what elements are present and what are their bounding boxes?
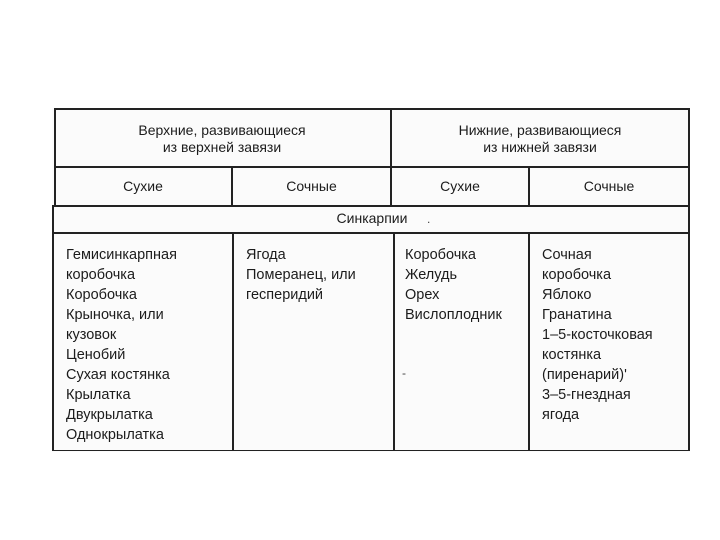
- list-item: (пиренарий)': [542, 367, 627, 383]
- list-item: Орех: [405, 287, 440, 303]
- table-border-left-lower: [52, 205, 54, 451]
- header-upper-ovary: [54, 122, 390, 156]
- table-divider-main-lower: [393, 232, 395, 450]
- scanned-table: [52, 108, 690, 452]
- list-item: коробочка: [66, 267, 136, 283]
- merged-row-syncarpy: Синкарпии: [336, 210, 408, 226]
- table-border-bottom: [54, 450, 690, 451]
- list-item: Крыночка, или: [66, 307, 164, 323]
- column-lower-juicy-list: [542, 245, 653, 425]
- list-item: Померанец, или: [246, 267, 356, 283]
- list-item: 3–5-гнездная: [542, 387, 631, 403]
- column-upper-dry-list: [66, 245, 177, 445]
- list-item: гесперидий: [246, 287, 324, 303]
- subheader-lower-dry: Сухие: [440, 178, 480, 194]
- list-item: Вислоплодник: [405, 307, 502, 323]
- list-item: Сухая костянка: [66, 367, 170, 383]
- list-item: Желудь: [405, 267, 458, 283]
- scan-speck: .: [427, 212, 431, 226]
- table-divider-subheader: [54, 205, 690, 207]
- list-item: коробочка: [542, 267, 612, 283]
- header-upper-ovary-line1: Верхние, развивающиеся: [138, 122, 306, 138]
- list-item: Ягода: [246, 247, 286, 263]
- table-divider-header: [54, 166, 690, 168]
- header-lower-ovary: [392, 122, 688, 156]
- list-item: кузовок: [66, 327, 117, 343]
- list-item: Коробочка: [405, 247, 476, 263]
- list-item: Крылатка: [66, 387, 131, 403]
- header-upper-ovary-line2: из верхней завязи: [162, 139, 282, 155]
- subheader-upper-dry: Сухие: [123, 178, 163, 194]
- table-divider-right-sub-lower: [528, 232, 530, 450]
- list-item: костянка: [542, 347, 602, 363]
- column-lower-dry-list: [405, 245, 502, 325]
- list-item: Сочная: [542, 247, 592, 263]
- list-item: Однокрылатка: [66, 427, 164, 443]
- column-upper-juicy-list: [246, 245, 356, 305]
- list-item: Коробочка: [66, 287, 137, 303]
- header-lower-ovary-line1: Нижние, развивающиеся: [458, 122, 622, 138]
- list-item: Гемисинкарпная: [66, 247, 177, 263]
- list-item: ягода: [542, 407, 580, 423]
- list-item: Яблоко: [542, 287, 592, 303]
- header-lower-ovary-line2: из нижней завязи: [483, 139, 597, 155]
- list-item: Гранатина: [542, 307, 612, 323]
- subheader-upper-juicy: Сочные: [286, 178, 337, 194]
- list-item: 1–5-косточковая: [542, 327, 653, 343]
- list-item: Ценобий: [66, 347, 126, 363]
- list-item: Двукрылатка: [66, 407, 153, 423]
- table-divider-merged: [54, 232, 690, 234]
- table-divider-left-sub-lower: [232, 232, 234, 450]
- subheader-lower-juicy: Сочные: [583, 178, 635, 194]
- scan-speck: -: [402, 366, 406, 380]
- table-border-top: [54, 108, 690, 110]
- table-border-right: [688, 108, 690, 451]
